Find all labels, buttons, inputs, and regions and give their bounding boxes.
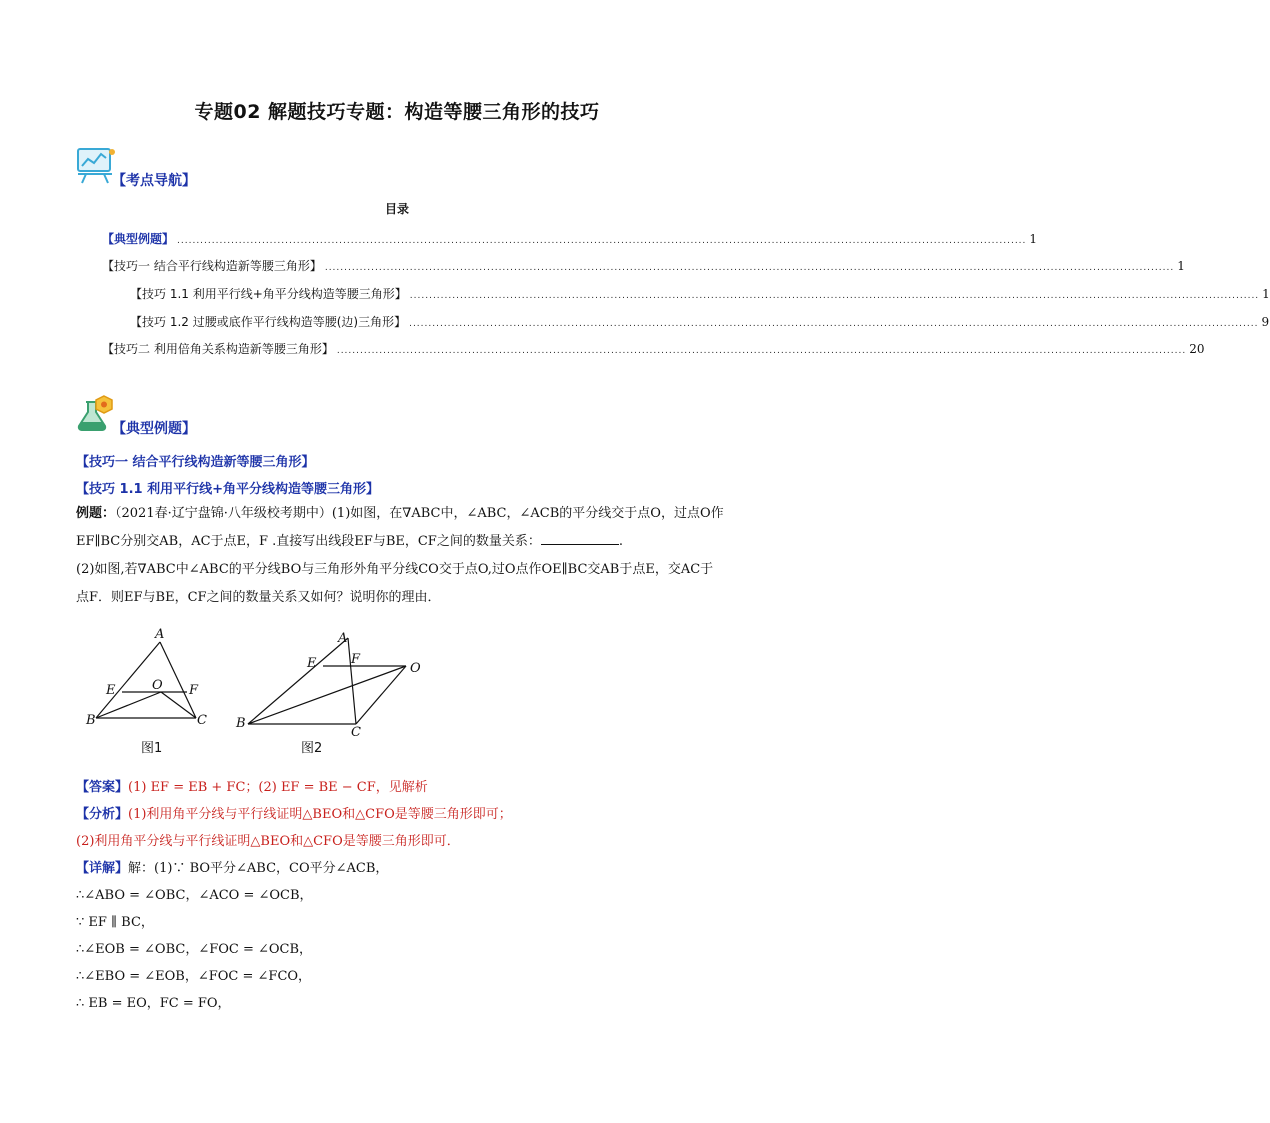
detail-step: ∵ EF ∥ BC，: [76, 915, 154, 930]
toc-entry[interactable]: [102, 340, 1205, 357]
toc-entry-label: 【技巧 1.1 利用平行线+角平分线构造等腰三角形】: [130, 287, 407, 301]
fig1-label-B: B: [86, 713, 96, 728]
fig2-label-E: E: [307, 656, 317, 671]
analysis-tag: 【分析】: [76, 807, 129, 822]
fig1-label-O: O: [152, 678, 163, 693]
detail-tag: 【详解】: [76, 861, 129, 876]
toc-leader-dots: ............................................................................................................................................................................................................................: [177, 236, 1027, 246]
toc-page-number: 1: [1029, 232, 1038, 246]
example-p1: （2021春·辽宁盘锦·八年级校考期中）(1)如图，在∇ABC中，∠ABC，∠ACB的平分线交于点O，过点O作EF∥BC分别交AB，AC于点E，F .直接写出线段EF与BE，CF之间的数量关系：: [76, 506, 724, 549]
figure-2-caption: 图2: [301, 741, 323, 756]
toc-page-number: 9: [1261, 315, 1270, 329]
answer-line: [76, 776, 428, 795]
toc-page-number: 20: [1189, 342, 1205, 356]
example-problem-part1: [76, 500, 726, 556]
toc-leader-dots: ............................................................................................................................................................................................................................: [336, 346, 1187, 356]
fig2-label-C: C: [351, 725, 361, 740]
page-title: 专题02 解题技巧专题：构造等腰三角形的技巧: [194, 101, 600, 123]
detail-step: ∴∠ABO = ∠OBC，∠ACO = ∠OCB，: [76, 888, 313, 903]
toc-entry[interactable]: [102, 257, 1185, 274]
figure-2-triangle: [230, 620, 430, 740]
example-problem-part2: (2)如图,若∇ABC中∠ABC的平分线BO与三角形外角平分线CO交于点O,过O点作OE∥BC交AB于点E，交AC于点F．则EF与BE，CF之间的数量关系又如何？说明你的理由．: [76, 562, 714, 605]
nav-heading: 【考点导航】: [112, 173, 196, 189]
skill11-heading: 【技巧 1.1 利用平行线+角平分线构造等腰三角形】: [76, 482, 379, 497]
fig2-label-F: F: [351, 652, 361, 667]
analysis-line-1: [76, 803, 512, 822]
detail-text-1: 解：(1)∵ BO平分∠ABC，CO平分∠ACB，: [128, 861, 389, 876]
toc-leader-dots: ............................................................................................................................................................................................................................: [324, 263, 1175, 273]
flask-icon: [74, 392, 116, 434]
presentation-board-icon: [74, 146, 116, 184]
toc-entry[interactable]: [130, 285, 1270, 302]
toc-leader-dots: ............................................................................................................................................................................................................................: [409, 319, 1259, 329]
fig1-label-E: E: [106, 683, 116, 698]
detail-step: ∴∠EOB = ∠OBC，∠FOC = ∠OCB，: [76, 942, 313, 957]
detail-step: ∴∠EBO = ∠EOB，∠FOC = ∠FCO，: [76, 969, 312, 984]
analysis-line-2: (2)利用角平分线与平行线证明△BEO和△CFO是等腰三角形即可．: [76, 834, 460, 849]
toc-page-number: 1: [1177, 259, 1185, 273]
skill1-heading: 【技巧一 结合平行线构造新等腰三角形】: [76, 455, 315, 470]
fig1-label-C: C: [197, 713, 207, 728]
toc-leader-dots: ............................................................................................................................................................................................................................: [409, 291, 1260, 301]
example-lead: 例题：: [76, 506, 116, 521]
answer-tag: 【答案】: [76, 780, 129, 795]
figure-1-caption: 图1: [141, 741, 163, 756]
answer-blank: [541, 532, 619, 545]
toc-entry[interactable]: [102, 230, 1038, 247]
fig2-label-B: B: [236, 716, 246, 731]
toc-entry-label: 【技巧一 结合平行线构造新等腰三角形】: [102, 259, 322, 273]
example-p1-end: .: [618, 534, 623, 549]
answer-text: (1) EF = EB + FC；(2) EF = BE − CF，见解析: [128, 780, 428, 795]
fig1-label-F: F: [189, 683, 199, 698]
detail-line-1: [76, 857, 388, 876]
detail-step: ∴ EB = EO，FC = FO，: [76, 996, 231, 1011]
examples-heading: 【典型例题】: [112, 421, 196, 437]
analysis-text-1: (1)利用角平分线与平行线证明△BEO和△CFO是等腰三角形即可；: [128, 807, 512, 822]
toc-entry[interactable]: [130, 313, 1270, 330]
fig2-label-A: A: [338, 631, 348, 646]
toc-entry-label: 【技巧 1.2 过腰或底作平行线构造等腰(边)三角形】: [130, 315, 407, 329]
toc-entry-label: 【典型例题】: [102, 232, 175, 246]
toc-title: 目录: [384, 202, 409, 216]
fig2-label-O: O: [410, 661, 421, 676]
toc-entry-label: 【技巧二 利用倍角关系构造新等腰三角形】: [102, 342, 334, 356]
toc-page-number: 1: [1262, 287, 1270, 301]
fig1-label-A: A: [155, 627, 165, 642]
